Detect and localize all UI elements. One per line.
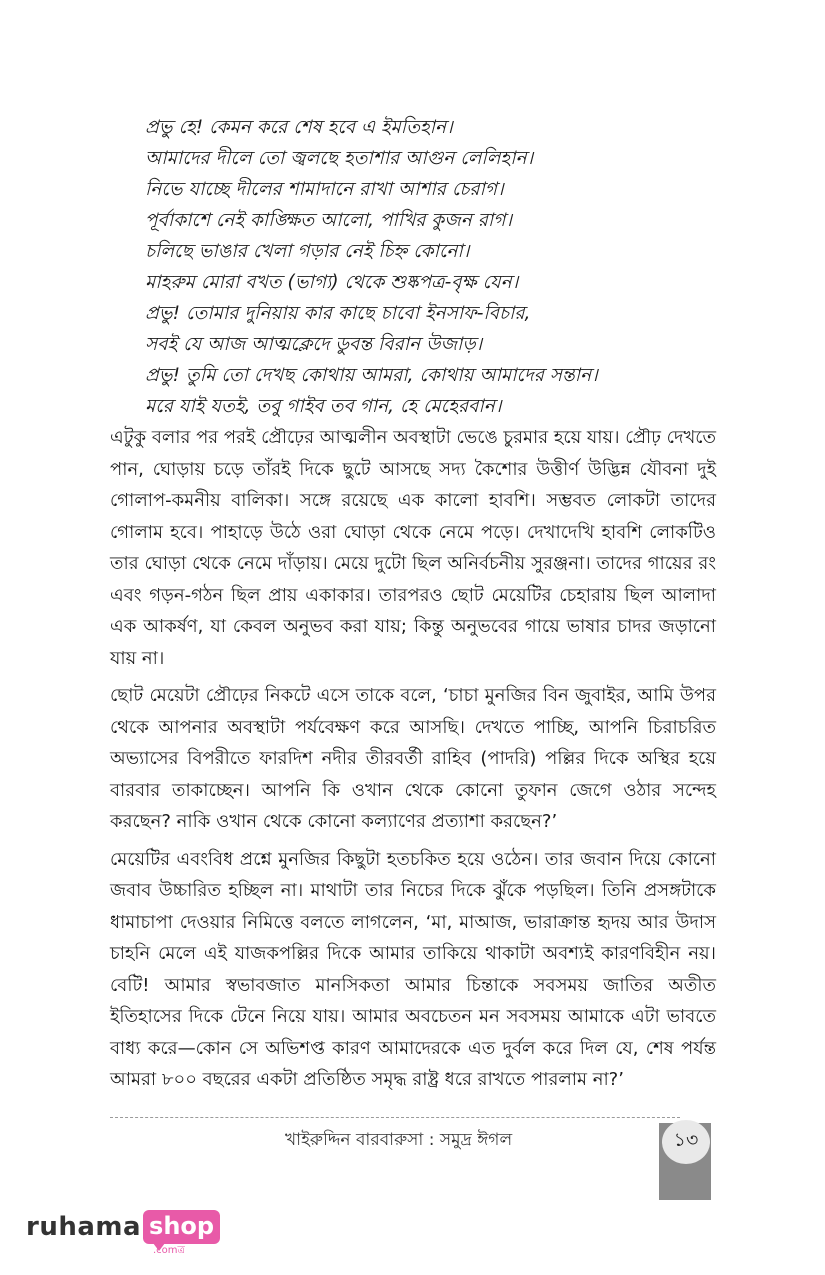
paragraph: ছোট মেয়েটা প্রৌঢ়ের নিকটে এসে তাকে বলে, ‘চাচা মুনজির বিন জুবাইর, আমি উপর থেকে আপনার অবস্থাটা পর্যবেক্ষণ করে আসছি। দেখতে পাচ্ছি, আপনি চিরাচরিত অভ্যাসের বিপরীতে ফারদিশ নদীর তীরবর্তী রাহিব (পাদরি) পল্লির দিকে অস্থির হয়ে বারবার তাকাচ্ছেন। আপনি কি ওখান থেকে কোনো তুফান জেগে ওঠার সন্দেহ করছেন? নাকি ওখান থেকে কোনো কল্যাণের প্রত্যাশা করছেন?’ (110, 685, 716, 832)
poem-line: মাহরুম মোরা বখত (ভাগ্য) থেকে শুষ্কপত্র-বৃক্ষ যেন। (145, 272, 519, 293)
logo-domain: .comত্ৰ (153, 1245, 185, 1256)
poem-line: প্রভু! তোমার দুনিয়ায় কার কাছে চাবো ইনসাফ-বিচার, (145, 303, 531, 324)
logo-badge: shop (143, 1210, 220, 1244)
poem-line: আমাদের দীলে তো জ্বলছে হতাশার আগুন লেলিহান। (145, 148, 534, 169)
poem-line: প্রভু! তুমি তো দেখছ কোথায় আমরা, কোথায় আমাদের সন্তান। (145, 365, 598, 386)
poem-block (145, 112, 745, 422)
body-text (110, 422, 716, 1102)
paragraph: মেয়েটির এবংবিধ প্রশ্নে মুনজির কিছুটা হতচকিত হয়ে ওঠেন। তার জবান দিয়ে কোনো জবাব উচ্চারিত হচ্ছিল না। মাথাটা তার নিচের দিকে ঝুঁকে পড়ছিল। তিনি প্রসঙ্গটাকে ধামাচাপা দেওয়ার নিমিত্তে বলতে লাগলেন, ‘মা, মাআজ, ভারাক্রান্ত হৃদয় আর উদাস চাহনি মেলে এই যাজকপল্লির দিকে আমার তাকিয়ে থাকাটা অবশ্যই কারণবিহীন নয়। বেটি! আমার স্বভাবজাত মানসিকতা আমার চিন্তাকে সবসময় জাতির অতীত ইতিহাসের দিকে টেনে নিয়ে যায়। আমার অবচেতন মন সবসময় আমাকে এটা ভাবতে বাধ্য করে—কোন সে অভিশপ্ত কারণ আমাদেরকে এত দুর্বল করে দিল যে, শেষ পর্যন্ত আমরা ৮০০ বছরের একটা প্রতিষ্ঠিত সমৃদ্ধ রাষ্ট্র ধরে রাখতে পারলাম না?’ (110, 848, 716, 1090)
poem-line: নিভে যাচ্ছে দীলের শামাদানে রাখা আশার চেরাগ। (145, 179, 504, 200)
page-number: ১৩ (673, 1129, 699, 1151)
paragraph: এটুকু বলার পর পরই প্রৌঢ়ের আত্মলীন অবস্থাটা ভেঙে চুরমার হয়ে যায়। প্রৌঢ় দেখতে পান, ঘোড়ায় চড়ে তাঁরই দিকে ছুটে আসছে সদ্য কৈশোর উত্তীর্ণ উদ্ভিন্ন যৌবনা দুই গোলাপ-কমনীয় বালিকা। সঙ্গে রয়েছে এক কালো হাবশি। সম্ভবত লোকটা তাদের গোলাম হবে। পাহাড়ে উঠে ওরা ঘোড়া থেকে নেমে পড়ে। দেখাদেখি হাবশি লোকটিও তার ঘোড়া থেকে নেমে দাঁড়ায়। মেয়ে দুটো ছিল অনির্বচনীয় সুরঞ্জনা। তাদের গায়ের রং এবং গড়ন-গঠন ছিল প্রায় একাকার। তারপরও ছোট মেয়েটির চেহারায় ছিল আলাদা এক আকর্ষণ, যা কেবল অনুভব করা যায়; কিন্তু অনুভবের গায়ে ভাষার চাদর জড়ানো যায় না। (110, 427, 716, 669)
poem-line: মরে যাই যতই, তবু গাইব তব গান, হে মেহেরবান। (145, 396, 502, 417)
page-number-badge (662, 1120, 710, 1164)
footer-divider (110, 1117, 680, 1118)
publisher-logo (26, 1210, 220, 1244)
poem-line: সবই যে আজ আত্মক্লেদে ডুবন্ত বিরান উজাড়। (145, 334, 483, 355)
poem-line: চলিছে ভাঙার খেলা গড়ার নেই চিহ্ন কোনো। (145, 241, 470, 262)
poem-line: প্রভু হে! কেমন করে শেষ হবে এ ইমতিহান। (145, 117, 453, 138)
running-footer-title: খাইরুদ্দিন বারবারুসা : সমুদ্র ঈগল (285, 1130, 513, 1150)
logo-wordmark: ruhama (26, 1212, 142, 1242)
poem-line: পূর্বাকাশে নেই কাঙ্ক্ষিত আলো, পাখির কুজন রাগ। (145, 210, 512, 231)
